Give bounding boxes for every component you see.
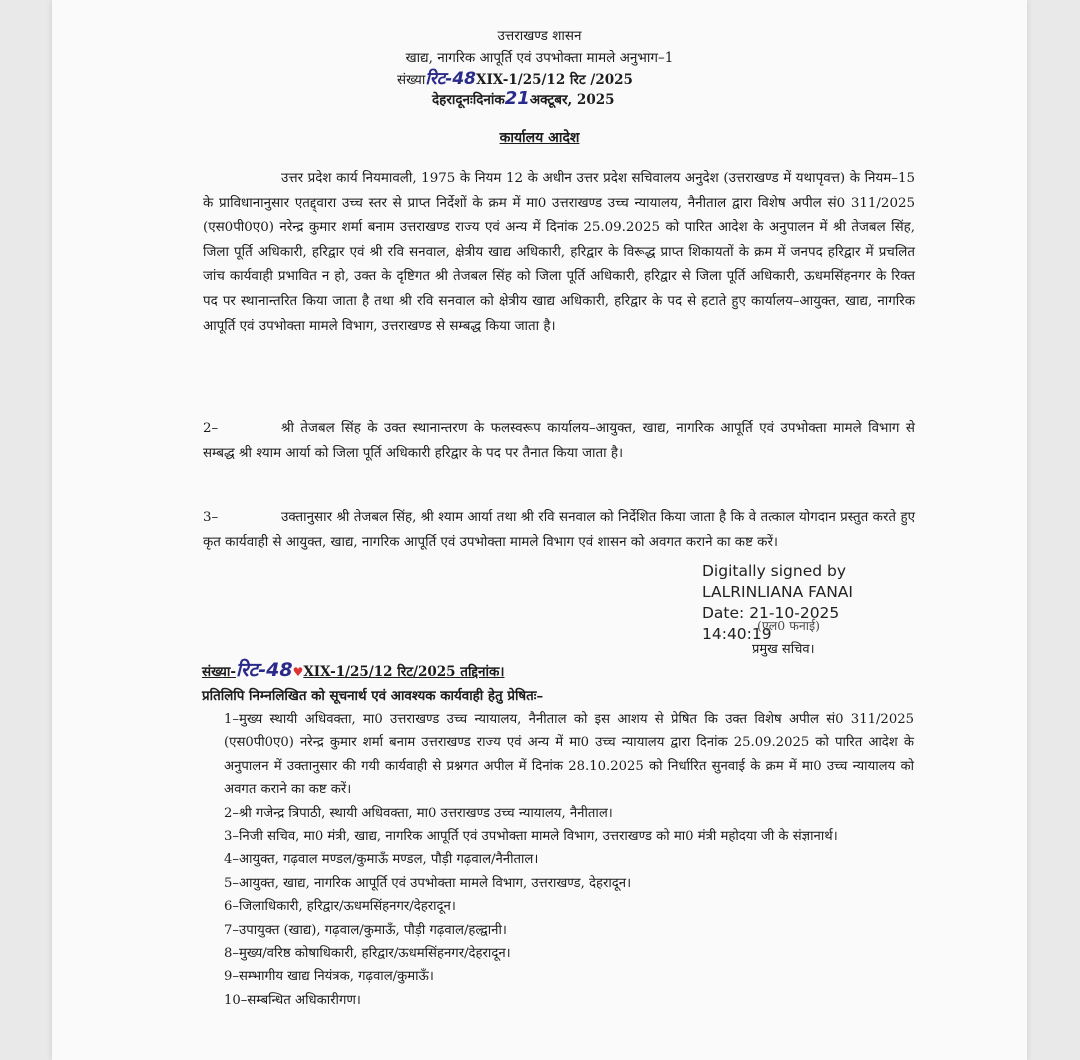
signature-signer: LALRINLIANA FANAI [702, 583, 853, 601]
list-item: 9–सम्भागीय खाद्य नियंत्रक, गढ़वाल/कुमाऊँ। [224, 969, 434, 985]
date-handwritten: 21 [504, 88, 530, 109]
document-page [52, 0, 1027, 1060]
government-name: उत्तराखण्ड शासन [497, 28, 582, 44]
ref-handwritten: रिट-48 [425, 69, 476, 89]
list-item: 10–सम्बन्धित अधिकारीगण। [224, 992, 361, 1008]
list-item: 4–आयुक्त, गढ़वाल मण्डल/कुमाऊँ मण्डल, पौड़ी गढ़वाल/नैनीताल। [224, 852, 539, 868]
ref-prefix: संख्या [397, 72, 426, 88]
signature-line-1: Digitally signed by [702, 562, 847, 580]
paragraph-1-text: उत्तर प्रदेश कार्य नियमावली, 1975 के नियम 12 के अधीन उत्तर प्रदेश सचिवालय अनुदेश (उत्तराखण्ड में यथापृवत्त) के नियम–15 के प्राविधानानुसार एतद्द्वारा उच्च स्तर से प्राप्त निर्देशों के क्रम में मा0 उत्तराखण्ड उच्च न्यायालय, नैनीताल द्वारा विशेष अपील सं0 311/2025 (एस0पी0ए0) नरेन्द्र कुमार शर्मा बनाम उत्तराखण्ड राज्य एवं अन्य में दिनांक 25.09.2025 को पारित आदेश के अनुपालन में श्री तेजबल सिंह, जिला पूर्ति अधिकारी, हरिद्वार एवं श्री रवि सनवाल, क्षेत्रीय खाद्य अधिकारी, हरिद्वार के विरूद्ध प्राप्त शिकायतों के क्रम में जनपद हरिद्वार में प्रचलित जांच कार्यवाही प्रभावित न हो, उक्त के दृष्टिगत श्री तेजबल सिंह को जिला पूर्ति अधिकारी, हरिद्वार से जिला पूर्ति अधिकारी, ऊधमसिंहनगर के रिक्त पद पर स्थानान्तरित किया जाता है तथा श्री रवि सनवाल को क्षेत्रीय खाद्य अधिकारी, हरिद्वार के पद से हटाते हुए कार्यालय–आयुक्त, खाद्य, नागरिक आपूर्ति एवं उपभोक्ता मामले विभाग, उत्तराखण्ड से सम्बद्ध किया जाता है। [203, 171, 915, 334]
paragraph-3-number: 3– [203, 510, 219, 525]
heart-mark-icon: ♥ [292, 665, 304, 679]
paragraph-2 [203, 417, 915, 466]
paragraph-1 [203, 167, 915, 339]
list-item: 8–मुख्य/वरिष्ठ कोषाधिकारी, हरिद्वार/ऊधमसिंहनगर/देहरादून। [224, 946, 511, 962]
list-item: 1–मुख्य स्थायी अधिवक्ता, मा0 उत्तराखण्ड उच्च न्यायालय, नैनीताल को इस आशय से प्रेषित कि उक्त विशेष अपील सं0 311/2025 (एस0पी0ए0) नरेन्द्र कुमार शर्मा बनाम उत्तराखण्ड राज्य एवं अन्य में मा0 उच्च न्यायालय द्वारा दिनांक 25.09.2025 को पारित आदेश के अनुपालन में उक्तानुसार की गयी कार्यवाही से प्रश्नगत अपील में दिनांक 28.10.2025 को निर्धारित सुनवाई के क्रम में मा0 उच्च न्यायालय को अवगत कराने का कष्ट करें। [224, 712, 914, 798]
copy-ref-prefix: संख्या- [202, 664, 236, 680]
list-item: 7–उपायुक्त (खाद्य), गढ़वाल/कुमाऊँ, पौड़ी गढ़वाल/हल्द्वानी। [224, 922, 507, 938]
copy-recipient-list [224, 708, 914, 1012]
paragraph-3 [203, 506, 915, 555]
list-item: 6–जिलाधिकारी, हरिद्वार/ऊधमसिंहनगर/देहरादून। [224, 899, 456, 915]
copy-reference [202, 656, 504, 682]
copy-intro: प्रतिलिपि निम्नलिखित को सूचनार्थ एवं आवश्यक कार्यवाही हेतु प्रेषितः– [202, 688, 544, 704]
signatory-designation: प्रमुख सचिव। [752, 642, 815, 657]
list-item: 5–आयुक्त, खाद्य, नागरिक आपूर्ति एवं उपभोक्ता मामले विभाग, उत्तराखण्ड, देहरादून। [224, 875, 632, 891]
copy-ref-rest: XIX-1/25/12 रिट/2025 तद्दिनांक। [303, 664, 505, 680]
date-prefix: देहरादूनःदिनांक [432, 92, 505, 108]
date-rest: अक्टूबर, 2025 [529, 92, 615, 108]
list-item: 2–श्री गजेन्द्र त्रिपाठी, स्थायी अधिवक्ता, मा0 उत्तराखण्ड उच्च न्यायालय, नैनीताल। [224, 805, 613, 821]
order-title: कार्यालय आदेश [499, 130, 580, 146]
signature-time: 14:40:19 [702, 625, 772, 643]
signature-date: Date: 21-10-2025 [702, 604, 840, 622]
list-item: 3–निजी सचिव, मा0 मंत्री, खाद्य, नागरिक आपूर्ति एवं उपभोक्ता मामले विभाग, उत्तराखण्ड को मा0 मंत्री महोदया जी के संज्ञानार्थ। [224, 829, 838, 845]
ref-rest: XIX-1/25/12 रिट /2025 [476, 72, 633, 88]
order-date [432, 88, 615, 109]
paragraph-2-text: श्री तेजबल सिंह के उक्त स्थानान्तरण के फलस्वरूप कार्यालय–आयुक्त, खाद्य, नागरिक आपूर्ति एवं उपभोक्ता मामले विभाग से सम्बद्ध श्री श्याम आर्या को जिला पूर्ति अधिकारी हरिद्वार के पद पर तैनात किया जाता है। [203, 421, 915, 461]
signatory-name-hindi: (एल0 फनाई) [757, 618, 821, 633]
department-section: खाद्य, नागरिक आपूर्ति एवं उपभोक्ता मामले अनुभाग–1 [405, 50, 674, 66]
paragraph-3-text: उक्तानुसार श्री तेजबल सिंह, श्री श्याम आर्या तथा श्री रवि सनवाल को निर्देशित किया जाता है कि वे तत्काल योगदान प्रस्तुत करते हुए कृत कार्यवाही से आयुक्त, खाद्य, नागरिक आपूर्ति एवं उपभोक्ता मामले विभाग एवं शासन को अवगत कराने का कष्ट करें। [203, 510, 915, 550]
copy-ref-handwritten: रिट-48 [235, 659, 293, 681]
reference-number [397, 66, 633, 89]
paragraph-2-number: 2– [203, 421, 219, 436]
